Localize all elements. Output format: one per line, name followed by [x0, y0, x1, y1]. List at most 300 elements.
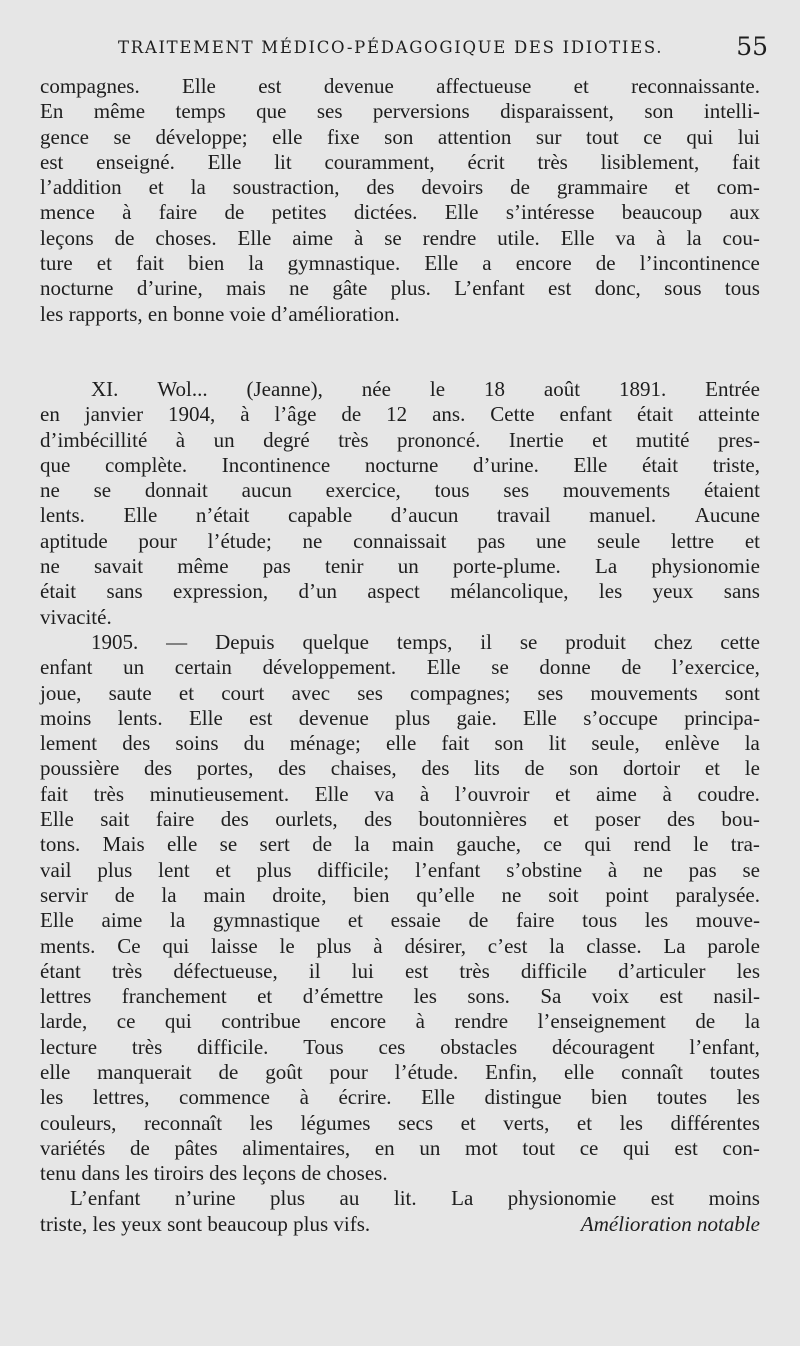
word: août — [543, 376, 581, 401]
word: les — [736, 1085, 760, 1110]
word: elle — [385, 731, 417, 756]
word: gaie. — [456, 705, 497, 730]
word: Sa — [540, 984, 562, 1009]
word: donc, — [594, 276, 641, 301]
word: même — [177, 554, 229, 579]
word: temps — [175, 99, 226, 124]
text-line — [40, 959, 760, 984]
word: de — [224, 200, 245, 225]
word: Elle — [573, 452, 608, 477]
paragraph-continued — [40, 74, 760, 327]
word: lisiblement, — [600, 149, 700, 174]
word: écrire. — [338, 1085, 392, 1110]
word: l’enseignement — [537, 1009, 666, 1034]
word: travail — [496, 503, 551, 528]
word: lents. — [40, 503, 85, 528]
word: degré — [263, 427, 310, 452]
word: dortoir — [622, 756, 681, 781]
word: l’addition — [40, 175, 122, 200]
word: les — [249, 1110, 273, 1135]
word: Inertie — [508, 427, 564, 452]
word: avec — [291, 680, 331, 705]
word: Elle — [424, 251, 459, 276]
word: à — [607, 857, 618, 882]
word: elle — [272, 124, 303, 149]
word: aptitude — [40, 528, 108, 553]
word: gence — [40, 124, 89, 149]
text-line — [40, 453, 760, 478]
text-line — [40, 1009, 760, 1034]
word: fait — [731, 149, 760, 174]
word: moins — [708, 1186, 760, 1211]
word: et — [347, 908, 363, 933]
word: moins — [40, 705, 92, 730]
word: parole — [707, 933, 760, 958]
word: plus — [316, 933, 352, 958]
word: boutonnières — [418, 807, 527, 832]
word: de — [524, 756, 545, 781]
word: compagnes; — [410, 680, 511, 705]
word: bien — [591, 1085, 628, 1110]
word: nocturne — [40, 276, 114, 301]
word: Entrée — [705, 376, 760, 401]
word: Elle — [421, 1085, 455, 1110]
word: soustraction, — [232, 175, 340, 200]
word: l’âge — [274, 402, 317, 427]
word: variétés — [40, 1135, 106, 1160]
word: plus — [270, 1186, 306, 1211]
text-line: les rapports, en bonne voie d’amélioration. — [40, 301, 400, 326]
word: lettres — [40, 984, 92, 1009]
word: sait — [100, 807, 130, 832]
word: très — [459, 958, 490, 983]
word: soit — [548, 882, 579, 907]
word: l’ouvroir — [454, 781, 530, 806]
word: désirer, — [404, 933, 466, 958]
word: ourlets, — [275, 807, 338, 832]
word: les — [644, 908, 669, 933]
word: la — [744, 1009, 760, 1034]
word: reconnaît — [143, 1110, 223, 1135]
word: lits — [474, 756, 500, 781]
word: il — [480, 629, 492, 654]
text-line — [40, 503, 760, 528]
text-line — [40, 1085, 760, 1110]
word: ne — [643, 857, 663, 882]
word: des — [278, 756, 307, 781]
word: des — [122, 731, 151, 756]
word: bien — [353, 882, 390, 907]
word: les — [598, 579, 623, 604]
word: Elle — [207, 149, 242, 174]
word: ses — [537, 680, 564, 705]
word: sert — [259, 832, 290, 857]
word: mouvements — [562, 478, 671, 503]
word: seule — [597, 528, 641, 553]
word: savait — [94, 554, 144, 579]
word: nasil- — [713, 984, 760, 1009]
word: atteinte — [698, 402, 760, 427]
text-line — [40, 251, 760, 276]
word: essaie — [390, 908, 441, 933]
word: lui — [351, 958, 374, 983]
word: de — [341, 402, 362, 427]
word: aime — [596, 781, 637, 806]
word: poussière — [40, 756, 120, 781]
word: gymnastique — [212, 908, 321, 933]
word: tenir — [325, 554, 364, 579]
word: compagnes. — [40, 74, 140, 98]
word: pres- — [717, 427, 760, 452]
word: très — [93, 781, 124, 806]
word: ne — [289, 276, 309, 301]
text-segment: triste, les yeux sont beaucoup plus vifs. — [40, 1211, 371, 1236]
word: la — [161, 882, 177, 907]
word: pâtes — [174, 1135, 218, 1160]
paragraph-1905 — [40, 630, 760, 1187]
word: ménage; — [289, 731, 361, 756]
word: intelli- — [703, 99, 760, 124]
word: reconnaissante. — [631, 74, 760, 98]
word: tra- — [730, 832, 760, 857]
word: était — [636, 402, 674, 427]
word: mot — [465, 1135, 498, 1160]
word: ces — [378, 1034, 406, 1059]
word: coudre. — [697, 781, 760, 806]
word: à — [122, 200, 132, 225]
word: produit — [565, 629, 626, 654]
word: ce — [643, 124, 662, 149]
word: de — [621, 655, 642, 680]
word: aime — [101, 908, 143, 933]
word: des — [144, 756, 173, 781]
word: de — [595, 251, 616, 276]
word: com- — [716, 175, 760, 200]
text-line — [40, 175, 760, 200]
paragraph-final — [40, 1186, 760, 1237]
word: ne — [302, 528, 323, 553]
text-line — [40, 655, 760, 680]
word: pour — [329, 1059, 368, 1084]
word: La — [663, 933, 686, 958]
word: s’obstine — [506, 857, 583, 882]
word: à — [175, 427, 186, 452]
word: ses — [316, 99, 343, 124]
word: aux — [729, 200, 760, 225]
word: d’un — [298, 579, 337, 604]
word: étaient — [703, 478, 760, 503]
word: con- — [722, 1135, 760, 1160]
word: toutes — [656, 1085, 707, 1110]
word: La — [595, 554, 618, 579]
word: écrit — [467, 149, 505, 174]
word: connaissait — [353, 528, 447, 553]
word: mutité — [635, 427, 690, 452]
word: classe. — [586, 933, 642, 958]
word: lui — [737, 124, 760, 149]
word: d’urine. — [472, 452, 539, 477]
word: verts, — [503, 1110, 550, 1135]
word: porte-plume. — [452, 554, 561, 579]
word: et — [553, 807, 569, 832]
word: principa- — [684, 705, 760, 730]
word: un — [419, 1135, 441, 1160]
word: plus — [97, 857, 133, 882]
word: de — [695, 1009, 716, 1034]
word: court — [221, 680, 265, 705]
word: sont — [724, 680, 760, 705]
word: qu’elle — [416, 882, 475, 907]
word: en — [40, 402, 60, 427]
word: était — [641, 452, 679, 477]
word: commence — [179, 1085, 270, 1110]
word: Elle — [123, 503, 158, 528]
word: de — [114, 225, 135, 250]
word: elle — [166, 832, 198, 857]
word: la — [549, 933, 565, 958]
word: bou- — [721, 807, 760, 832]
word: de — [129, 1135, 150, 1160]
word: triste, — [712, 452, 760, 477]
word: temps, — [396, 629, 453, 654]
word: et — [148, 175, 164, 200]
word: goût — [265, 1059, 303, 1084]
word: des — [366, 175, 395, 200]
word: est — [674, 1135, 698, 1160]
italic-phrase: Amélioration notable — [580, 1211, 760, 1236]
word: choses. — [155, 225, 217, 250]
word: même — [93, 99, 146, 124]
word: chaises, — [330, 756, 397, 781]
text-line — [40, 150, 760, 175]
word: des — [220, 807, 249, 832]
word: d’urine, — [136, 276, 203, 301]
word: Tous — [303, 1034, 344, 1059]
word: au — [339, 1186, 360, 1211]
text-line: tenu dans les tiroirs des leçons de choses. — [40, 1161, 388, 1186]
word: franchement — [121, 984, 227, 1009]
word: distingue — [484, 1085, 562, 1110]
word: rend — [633, 832, 671, 857]
word: manquerait — [97, 1059, 192, 1084]
word: ans. — [432, 402, 466, 427]
word: joue, — [40, 680, 82, 705]
word: lents. — [117, 705, 163, 730]
word: l’étude; — [207, 528, 272, 553]
word: qui — [162, 933, 190, 958]
text-line — [40, 1186, 760, 1211]
word: elle — [563, 1059, 595, 1084]
word: Ce — [117, 933, 141, 958]
word: à — [419, 781, 430, 806]
word: les — [736, 958, 760, 983]
word: grammaire — [556, 175, 648, 200]
word: défectueuse, — [173, 958, 278, 983]
word: obstacles — [440, 1034, 518, 1059]
word: à — [240, 402, 250, 427]
text-line — [40, 428, 760, 453]
text-line — [40, 934, 760, 959]
word: à — [415, 1009, 425, 1034]
word: capable — [288, 503, 353, 528]
word: larde, — [40, 1009, 88, 1034]
word: aime — [292, 225, 334, 250]
text-line: vivacité. — [40, 604, 112, 629]
page-number: 55 — [736, 32, 768, 61]
text-line — [40, 200, 760, 225]
word: bien — [188, 251, 225, 276]
word: beaucoup — [621, 200, 703, 225]
word: les — [619, 1110, 643, 1135]
word: Wol... — [157, 376, 208, 401]
word: très — [338, 427, 369, 452]
word: 12 — [386, 402, 408, 427]
word: faire — [515, 908, 555, 933]
word: Elle — [40, 908, 74, 933]
word: prononcé. — [397, 427, 481, 452]
word: ne — [40, 554, 60, 579]
word: et — [674, 175, 690, 200]
word: Enfin, — [485, 1059, 538, 1084]
word: son — [494, 731, 524, 756]
word: d’imbécillité — [40, 427, 148, 452]
case-heading-line — [40, 377, 760, 402]
word: fait — [441, 731, 470, 756]
word: tout — [586, 124, 619, 149]
word: faire — [155, 807, 195, 832]
word: Incontinence — [221, 452, 331, 477]
word: janvier — [84, 402, 144, 427]
running-header — [118, 32, 768, 64]
text-line — [40, 1060, 760, 1085]
word: à — [656, 225, 666, 250]
word: la — [190, 175, 206, 200]
word: son — [384, 124, 414, 149]
word: que — [256, 99, 287, 124]
word: Elle — [237, 225, 272, 250]
word: une — [535, 528, 567, 553]
word: très — [537, 149, 568, 174]
word: expression, — [173, 579, 269, 604]
word: gauche, — [456, 832, 521, 857]
text-line — [40, 731, 760, 756]
word: pas — [262, 554, 291, 579]
word: tous — [434, 478, 470, 503]
running-title: TRAITEMENT MÉDICO-PÉDAGOGIQUE DES IDIOTIES. — [118, 38, 664, 57]
word: et — [96, 251, 112, 276]
word: elle — [40, 1059, 71, 1084]
word: et — [257, 984, 273, 1009]
word: le — [693, 832, 709, 857]
word: seule, — [591, 731, 640, 756]
word: Elle — [560, 225, 595, 250]
word: aspect — [367, 579, 420, 604]
word: En — [40, 99, 64, 124]
word: secs — [398, 1110, 434, 1135]
word: sons. — [467, 984, 510, 1009]
word: tous — [724, 276, 760, 301]
word: qui — [584, 832, 612, 857]
word: d’aucun — [390, 503, 459, 528]
page-body — [40, 74, 760, 1237]
word: se — [491, 655, 509, 680]
word: Elle — [314, 781, 349, 806]
word: rendre — [454, 1009, 509, 1034]
word: gymnastique. — [287, 251, 401, 276]
word: chez — [653, 629, 693, 654]
word: se — [93, 478, 112, 503]
word: laisse — [211, 933, 258, 958]
word: disparaissent, — [500, 99, 614, 124]
word: la — [169, 908, 186, 933]
word: qui — [686, 124, 714, 149]
word: Depuis — [215, 629, 275, 654]
word: se — [113, 124, 131, 149]
word: et — [573, 74, 589, 98]
word: minutieusement. — [149, 781, 290, 806]
word: tout — [522, 1135, 556, 1160]
word: ce — [579, 1135, 599, 1160]
word: son — [569, 756, 599, 781]
word: ce — [543, 832, 562, 857]
word: L’enfant — [454, 276, 525, 301]
word: difficile — [520, 958, 587, 983]
word: physionomie — [507, 1186, 617, 1211]
word: de — [218, 1059, 239, 1084]
text-line — [40, 554, 760, 579]
word: se — [742, 857, 760, 882]
word: de — [510, 175, 530, 200]
word: va — [374, 781, 395, 806]
word: la — [744, 731, 760, 756]
word: découragent — [551, 1034, 655, 1059]
word: Elle — [444, 200, 479, 225]
word: l’enfant, — [689, 1034, 760, 1059]
word: a — [482, 251, 492, 276]
word: sans — [106, 579, 143, 604]
word: et — [576, 1110, 593, 1135]
word: des — [364, 807, 393, 832]
text-line — [40, 832, 760, 857]
word: de — [468, 908, 489, 933]
word: en — [374, 1135, 395, 1160]
word: Elle — [182, 74, 216, 98]
word: fait — [136, 251, 165, 276]
word: devoirs — [421, 175, 484, 200]
word: paralysée. — [675, 882, 760, 907]
word: s’occupe — [583, 705, 658, 730]
text-line — [40, 630, 760, 655]
word: se — [219, 832, 238, 857]
word: gâte — [332, 276, 368, 301]
word: leçons — [40, 225, 94, 250]
word: enfant — [559, 402, 613, 427]
text-line — [40, 579, 760, 604]
word: difficile; — [317, 857, 390, 882]
word: Elle — [40, 807, 74, 832]
word: mouve- — [695, 908, 760, 933]
word: faire — [158, 200, 198, 225]
word: s’intéresse — [505, 200, 595, 225]
word: 1891. — [618, 376, 667, 401]
word: un — [397, 554, 419, 579]
text-line — [40, 706, 760, 731]
word: la — [354, 832, 370, 857]
word: plus. — [390, 276, 431, 301]
word: ne — [501, 882, 522, 907]
word: étant — [40, 958, 81, 983]
word: aucun — [241, 478, 292, 503]
